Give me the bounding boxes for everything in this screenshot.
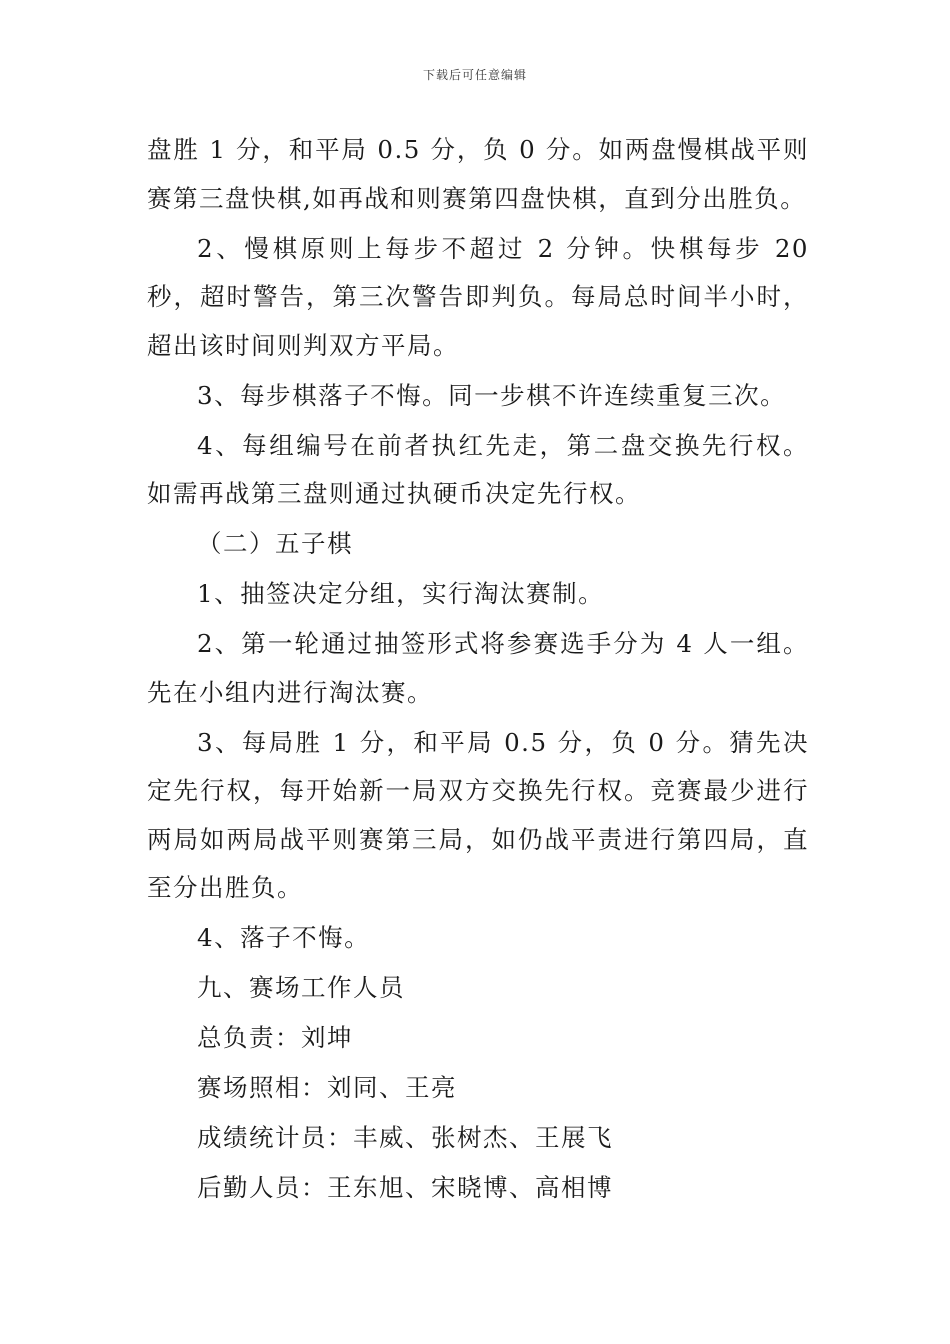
paragraph-xiangqi-time-rule: 2、慢棋原则上每步不超过 2 分钟。快棋每步 20 秒，超时警告，第三次警告即判负。每局总时间半小时，超出该时间则判双方平局。 (147, 233, 809, 360)
staff-score-statisticians: 成绩统计员：丰威、张树杰、王展飞 (197, 1123, 613, 1152)
paragraph-gomoku-no-takeback: 4、落子不悔。 (197, 923, 371, 952)
paragraph-gomoku-draw: 1、抽签决定分组，实行淘汰赛制。 (197, 579, 605, 608)
staff-photographers: 赛场照相：刘同、王亮 (197, 1073, 457, 1102)
paragraph-gomoku-scoring: 3、每局胜 1 分，和平局 0.5 分，负 0 分。猜先决定先行权，每开始新一局双方交换先行权。竞赛最少进行两局如两局战平则赛第三局，如仍战平责进行第四局，直至分出胜负。 (147, 727, 809, 902)
paragraph-xiangqi-first-move: 4、每组编号在前者执红先走，第二盘交换先行权。如需再战第三盘则通过执硬币决定先行权。 (147, 430, 809, 508)
section-heading-gomoku: （二）五子棋 (197, 529, 353, 558)
section-heading-staff: 九、赛场工作人员 (197, 973, 405, 1002)
paragraph-xiangqi-no-takeback: 3、每步棋落子不悔。同一步棋不许连续重复三次。 (197, 380, 787, 410)
page-header: 下载后可任意编辑 (422, 68, 527, 82)
paragraph-gomoku-groups: 2、第一轮通过抽签形式将参赛选手分为 4 人一组。先在小组内进行淘汰赛。 (147, 629, 809, 707)
staff-logistics: 后勤人员：王东旭、宋晓博、高相博 (197, 1173, 613, 1202)
staff-general-manager: 总负责：刘坤 (197, 1023, 353, 1052)
paragraph-xiangqi-scoring: 盘胜 1 分，和平局 0.5 分，负 0 分。如两盘慢棋战平则赛第三盘快棋,如再战和则赛第四盘快棋，直到分出胜负。 (147, 135, 809, 213)
document-body (147, 126, 809, 1214)
